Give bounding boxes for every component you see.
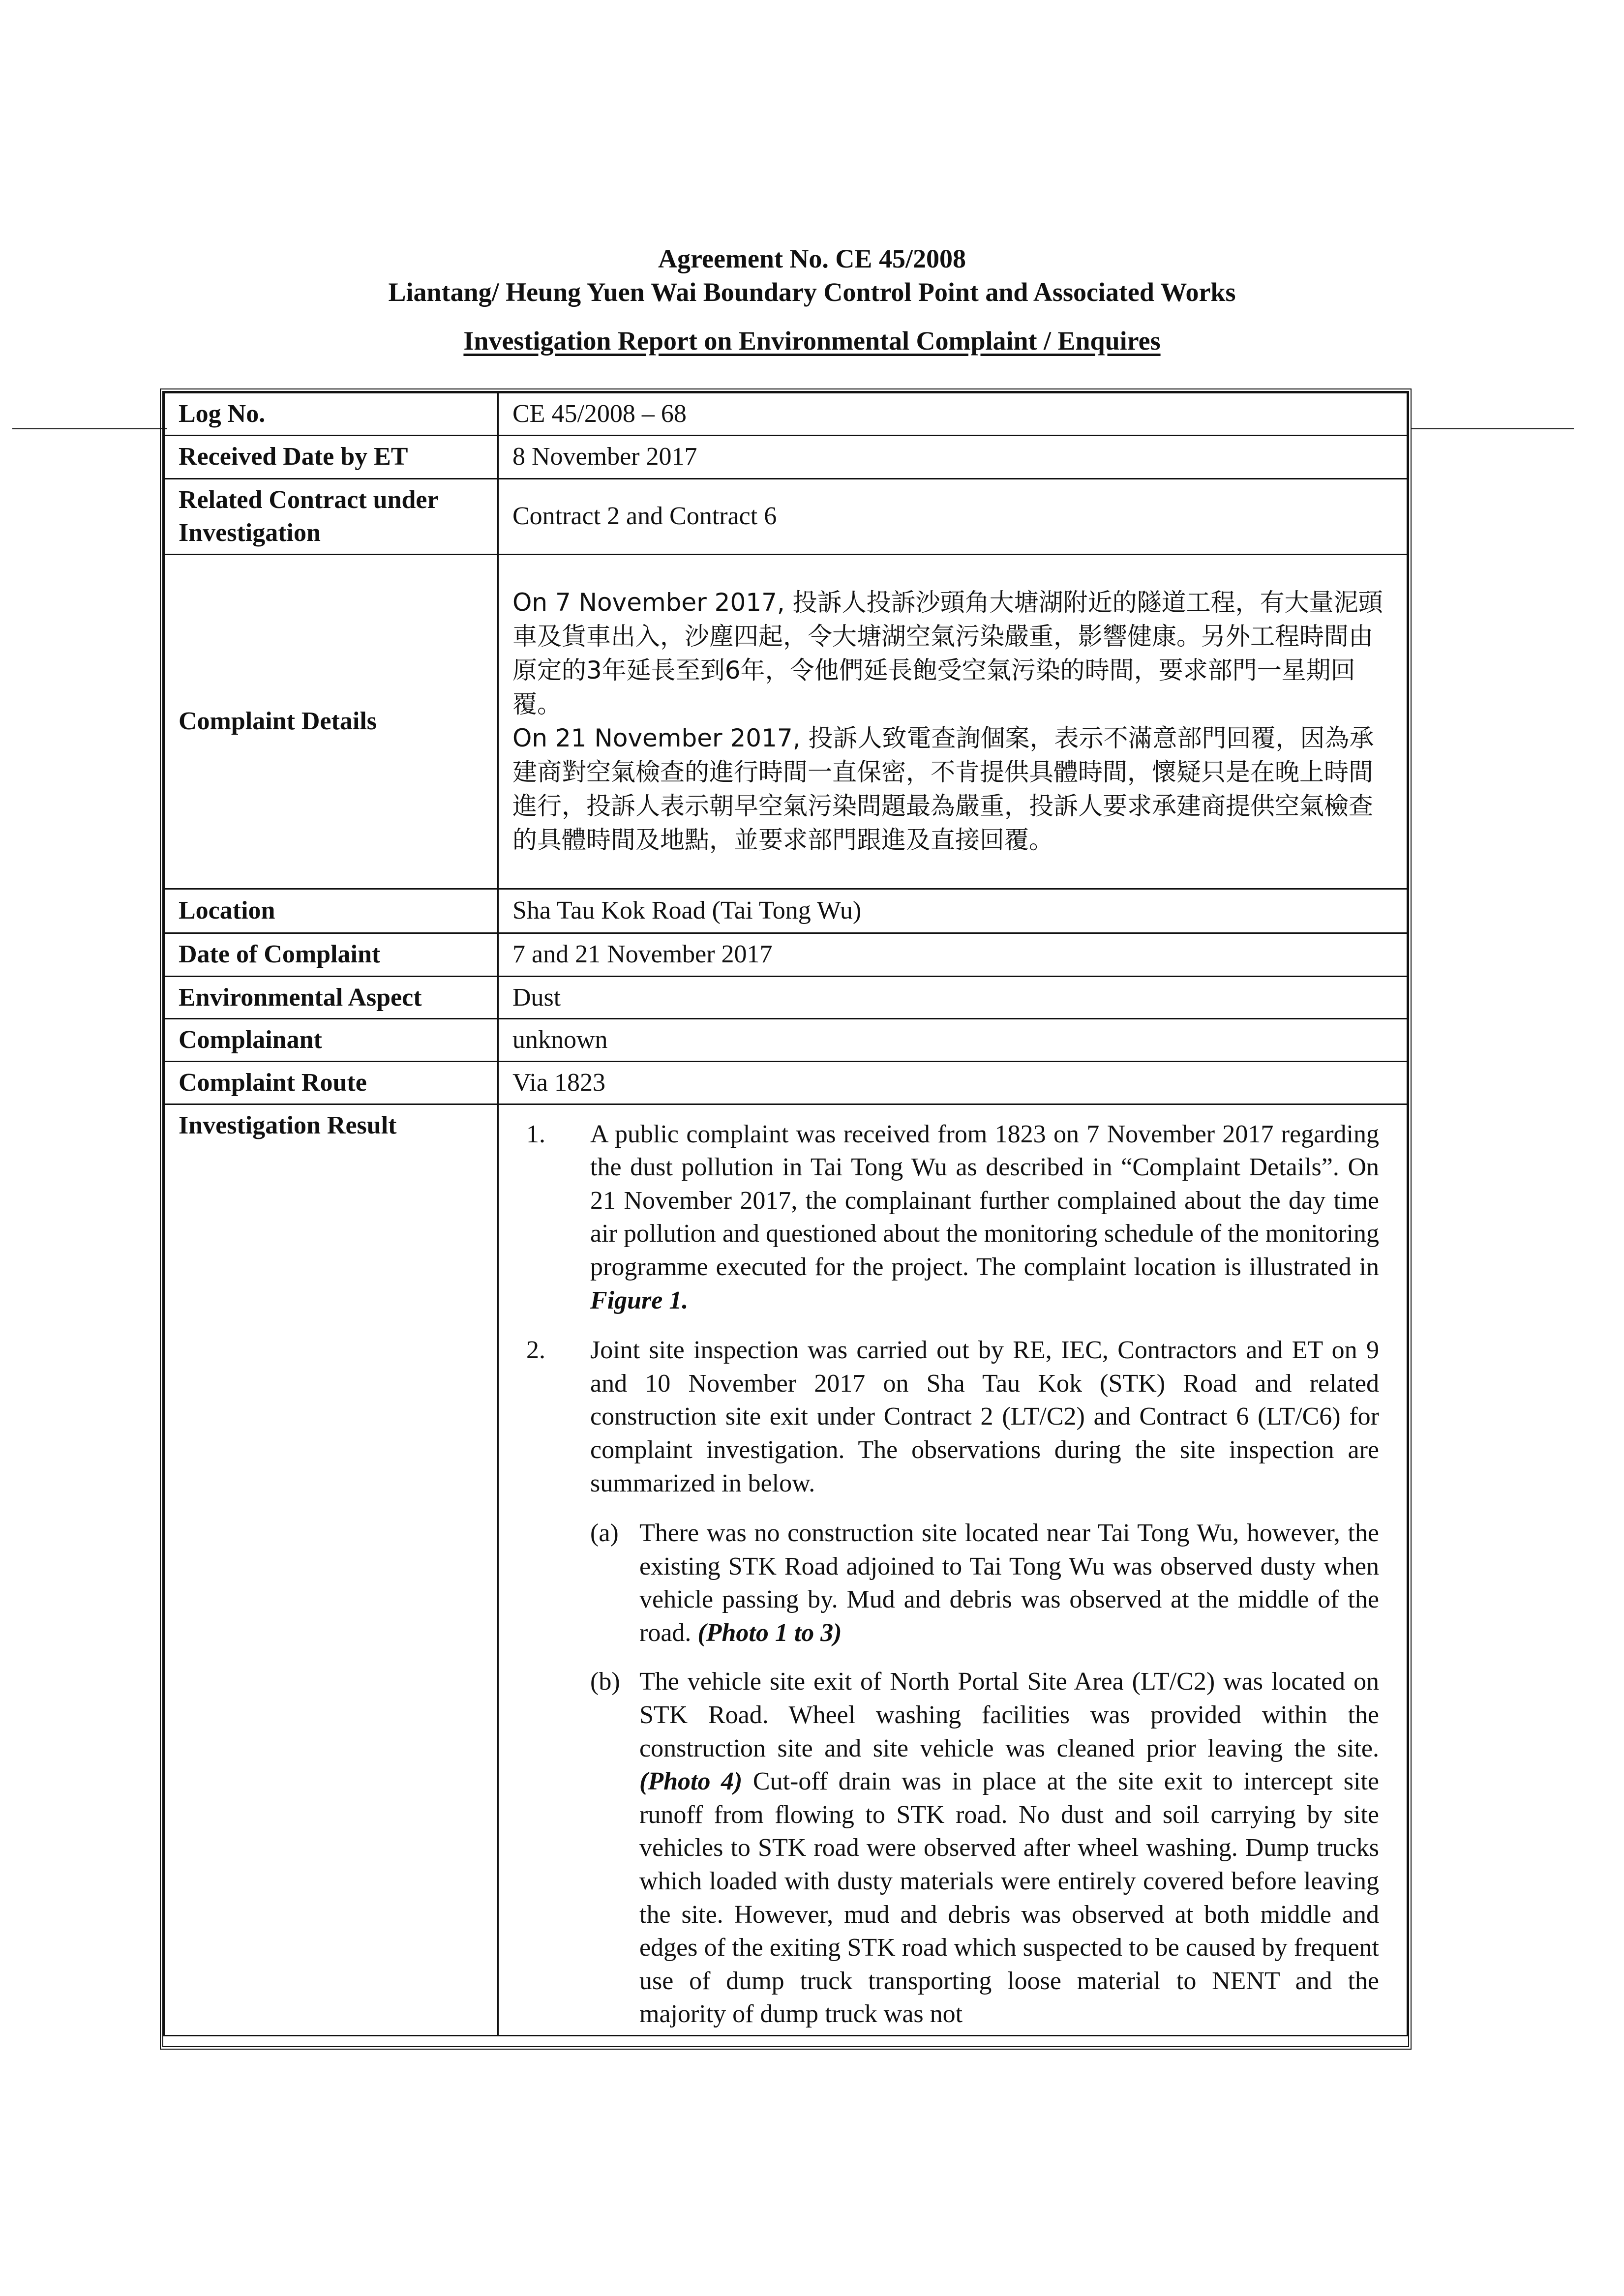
row-location xyxy=(164,889,1408,933)
row-log-no xyxy=(164,393,1408,436)
subitem-label: (b) xyxy=(590,1668,620,1696)
report-table xyxy=(163,392,1408,2036)
row-received-date xyxy=(164,435,1408,478)
subitem-text xyxy=(639,1517,1379,1649)
subitem-text xyxy=(639,1665,1379,2031)
subitem-b-text-1: The vehicle site exit of North Portal Site Area (LT/C2) was located on STK Road. Wheel washing facilities was provided within the construction site and site vehicle was cleaned prior leaving the site. xyxy=(639,1668,1379,1762)
label-complaint-route: Complaint Route xyxy=(164,1061,498,1104)
value-complaint-details xyxy=(498,554,1408,889)
row-investigation-result xyxy=(164,1104,1408,2035)
item-text xyxy=(590,1118,1379,1317)
value-date-of-complaint: 7 and 21 November 2017 xyxy=(498,933,1408,976)
value-location: Sha Tau Kok Road (Tai Tong Wu) xyxy=(498,889,1408,933)
label-log-no: Log No. xyxy=(164,393,498,436)
label-complaint-details: Complaint Details xyxy=(164,554,498,889)
project-title: Liantang/ Heung Yuen Wai Boundary Control Point and Associated Works xyxy=(388,277,1236,307)
photo-reference: (Photo 4) xyxy=(639,1767,743,1796)
row-date-of-complaint xyxy=(164,933,1408,976)
agreement-number: Agreement No. CE 45/2008 xyxy=(658,244,966,273)
value-complainant: unknown xyxy=(498,1019,1408,1062)
item-number: 2. xyxy=(526,1336,545,1365)
label-date-of-complaint: Date of Complaint xyxy=(164,933,498,976)
report-table-frame xyxy=(160,388,1412,2050)
value-environmental-aspect: Dust xyxy=(498,976,1408,1019)
figure-reference: Figure 1. xyxy=(590,1286,689,1314)
result-item-1 xyxy=(526,1118,1379,1317)
value-related-contract: Contract 2 and Contract 6 xyxy=(498,478,1408,554)
label-received-date: Received Date by ET xyxy=(164,435,498,478)
investigation-body xyxy=(512,1109,1393,2031)
label-location: Location xyxy=(164,889,498,933)
item-2-text: Joint site inspection was carried out by RE, IEC, Contractors and ET on 9 and 10 November 2017 on Sha Tau Kok (STK) Road and related construction site exit under Contract 2 (LT/C2) and Contract 6 (LT/C6) for complaint investigation. The observations during the site inspection are summarized in below. xyxy=(590,1336,1379,1497)
row-complainant xyxy=(164,1019,1408,1062)
scan-line-left xyxy=(12,428,167,429)
result-item-2 xyxy=(526,1334,1379,1500)
item-1-text: A public complaint was received from 1823 on 7 November 2017 regarding the dust pollution in Tai Tong Wu as described in “Complaint Details”. On 21 November 2017, the complainant further complained about the day time air pollution and questioned about the monitoring schedule of the monitoring programme executed for the project. The complaint location is illustrated in xyxy=(590,1120,1379,1281)
photo-reference: (Photo 1 to 3) xyxy=(697,1618,842,1647)
result-subitem-a xyxy=(590,1517,1379,1649)
value-investigation-result xyxy=(498,1104,1408,2035)
value-complaint-route: Via 1823 xyxy=(498,1061,1408,1104)
label-related-contract: Related Contract under Investigation xyxy=(164,478,498,554)
value-log-no: CE 45/2008 – 68 xyxy=(498,393,1408,436)
complaint-paragraph-2: On 21 November 2017, 投訴人致電查詢個案，表示不滿意部門回覆，因為承建商對空氣檢查的進行時間一直保密，不肯提供具體時間，懷疑只是在晚上時間進行，投訴人表示朝早空氣污染問題最為嚴重，投訴人要求承建商提供空氣檢查的具體時間及地點，並要求部門跟進及直接回覆。 xyxy=(512,724,1374,855)
scan-line-right xyxy=(1412,428,1574,429)
subitem-a-text: There was no construction site located near Tai Tong Wu, however, the existing STK Road adjoined to Tai Tong Wu was observed dusty when vehicle passing by. Mud and debris was observed at the middle of the road. xyxy=(639,1519,1379,1647)
row-complaint-details xyxy=(164,554,1408,889)
subitem-label: (a) xyxy=(590,1519,619,1548)
label-investigation-result: Investigation Result xyxy=(164,1104,498,2035)
row-environmental-aspect xyxy=(164,976,1408,1019)
value-received-date: 8 November 2017 xyxy=(498,435,1408,478)
label-complainant: Complainant xyxy=(164,1019,498,1062)
item-number: 1. xyxy=(526,1120,545,1148)
result-subitem-b xyxy=(590,1665,1379,2031)
subitem-b-text-2: Cut-off drain was in place at the site exit to intercept site runoff from flowing to STK road. No dust and soil carrying by site vehicles to STK road were observed after wheel washing. Dump trucks which loaded with dusty materials were entirely covered before leaving the site. However, mud and debris was observed at both middle and edges of the exiting STK road which suspected to be caused by frequent use of dump truck transporting loose material to NENT and the majority of dump truck was not xyxy=(639,1767,1379,2028)
complaint-paragraph-1: On 7 November 2017, 投訴人投訴沙頭角大塘湖附近的隧道工程，有大量泥頭車及貨車出入，沙塵四起，令大塘湖空氣污染嚴重，影響健康。另外工程時間由原定的3年延長至到6年，令他們延長飽受空氣污染的時間，要求部門一星期回覆。 xyxy=(512,588,1383,719)
label-environmental-aspect: Environmental Aspect xyxy=(164,976,498,1019)
row-complaint-route xyxy=(164,1061,1408,1104)
row-related-contract xyxy=(164,478,1408,554)
report-title: Investigation Report on Environmental Complaint / Enquires xyxy=(463,326,1161,356)
